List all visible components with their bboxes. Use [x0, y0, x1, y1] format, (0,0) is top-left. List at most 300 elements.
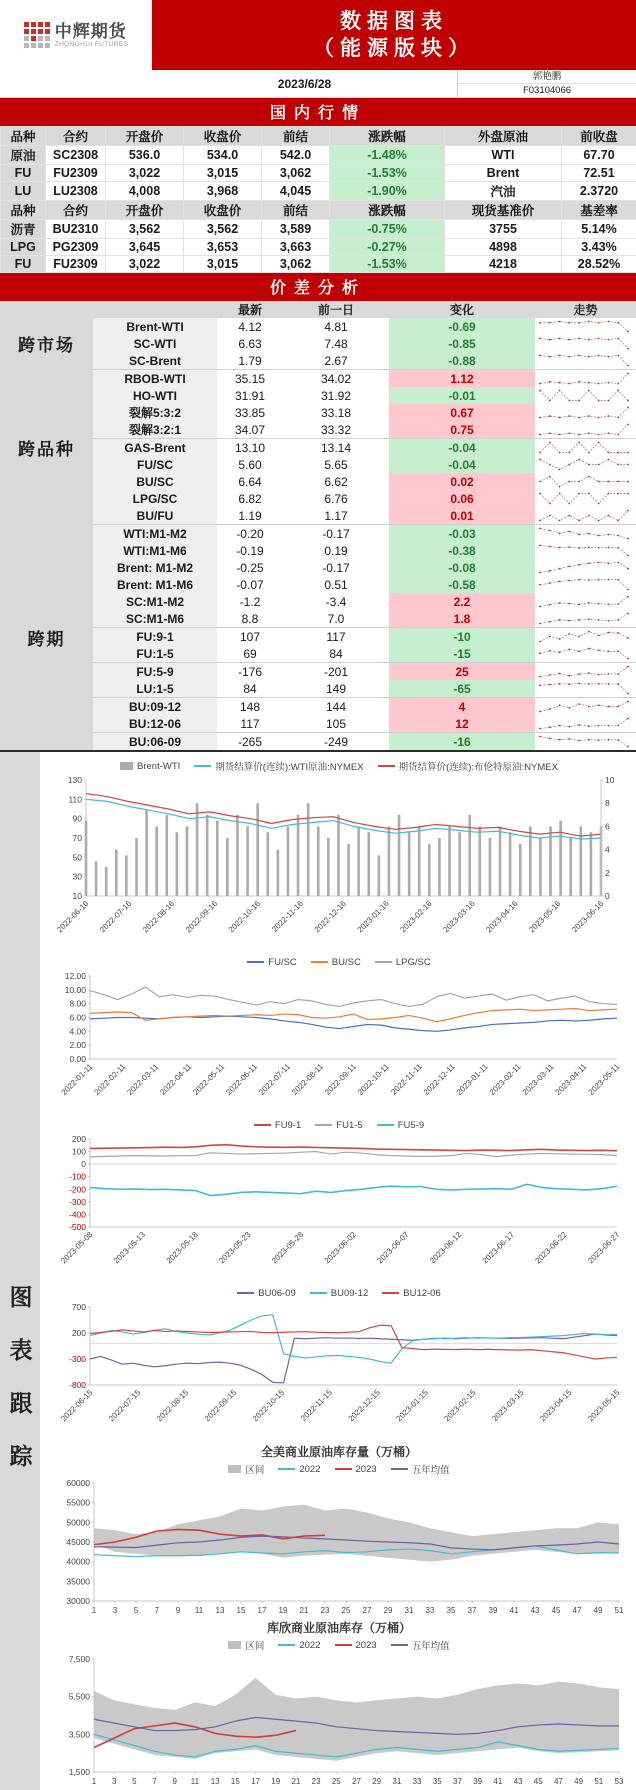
table-row [1, 220, 636, 239]
spread-name: 裂解5:3:2 [93, 404, 217, 421]
legend-item [378, 759, 558, 773]
table-cell: -1.48% [330, 146, 445, 165]
spread-prev: 6.62 [283, 473, 389, 490]
svg-text:2022-11-16: 2022-11-16 [270, 899, 305, 934]
svg-text:2022-09-16: 2022-09-16 [184, 899, 220, 935]
spread-header-prev: 前一日 [283, 301, 389, 318]
legend-label: 2023 [356, 1464, 377, 1475]
spread-latest: 69 [217, 645, 283, 663]
table-cell: Brent [445, 165, 562, 182]
svg-text:700: 700 [72, 1302, 86, 1312]
svg-text:5: 5 [132, 1777, 137, 1786]
svg-text:41: 41 [510, 1606, 519, 1615]
svg-text:11: 11 [195, 1606, 204, 1615]
svg-text:2023-05-16: 2023-05-16 [527, 899, 563, 935]
spread-prev: 117 [283, 628, 389, 646]
spread-change: -0.69 [389, 318, 535, 335]
trend-sparkline-cell [535, 335, 636, 352]
spread-row [0, 473, 636, 490]
legend-label: FU5-9 [398, 1120, 424, 1131]
cushing-crude-inventory-chart-plot [44, 1653, 629, 1788]
svg-text:2022-07-16: 2022-07-16 [98, 899, 134, 935]
spread-row [0, 490, 636, 507]
svg-text:43: 43 [514, 1777, 523, 1786]
svg-text:27: 27 [352, 1777, 361, 1786]
legend-label: 期货结算价(连续):布伦特原油:NYMEX [399, 759, 558, 773]
svg-text:15: 15 [231, 1777, 240, 1786]
svg-text:2023-01-16: 2023-01-16 [356, 899, 392, 935]
svg-text:10: 10 [73, 891, 83, 901]
svg-text:3: 3 [113, 1606, 118, 1615]
trend-sparkline [536, 560, 632, 575]
trend-sparkline-cell [535, 645, 636, 663]
spread-row [0, 352, 636, 370]
legend-line-icon [278, 1644, 295, 1647]
spread-name: WTI:M1-M6 [93, 542, 217, 559]
table-cell: 3,062 [262, 165, 330, 182]
table-row [1, 146, 636, 165]
table-row [1, 256, 636, 273]
section-domestic-title: 国内行情 [0, 98, 636, 126]
legend-line-icon [378, 765, 395, 768]
spread-latest: 8.8 [217, 610, 283, 628]
spread-row [0, 559, 636, 576]
legend-line-icon [311, 961, 328, 964]
svg-text:35: 35 [447, 1606, 456, 1615]
spread-prev: 13.14 [283, 439, 389, 457]
svg-text:53: 53 [615, 1777, 624, 1786]
trend-sparkline [536, 526, 632, 541]
spread-change: -0.85 [389, 335, 535, 352]
svg-text:2023-03-16: 2023-03-16 [441, 899, 477, 935]
svg-text:45: 45 [534, 1777, 543, 1786]
spread-latest: 5.60 [217, 456, 283, 473]
chart-tracking-section [0, 750, 636, 1790]
svg-text:2022-08-11: 2022-08-11 [290, 1062, 325, 1097]
column-header: 涨跌幅 [330, 127, 445, 146]
spread-name: LPG/SC [93, 490, 217, 507]
author-name: 郭艳鹏 [458, 70, 636, 84]
table-cell: -0.27% [330, 239, 445, 256]
svg-text:4.00: 4.00 [69, 1026, 86, 1036]
table-cell: 3,015 [184, 165, 262, 182]
legend-item [194, 759, 363, 773]
table-cell: 汽油 [445, 182, 562, 201]
svg-text:0: 0 [81, 1159, 86, 1169]
spread-latest: 4.12 [217, 318, 283, 335]
column-header: 合约 [46, 201, 106, 220]
spread-name: FU/SC [93, 456, 217, 473]
trend-sparkline [536, 681, 632, 696]
svg-text:55000: 55000 [66, 1498, 90, 1508]
svg-text:15: 15 [237, 1606, 246, 1615]
svg-text:-300: -300 [69, 1197, 86, 1207]
spread-latest: -265 [217, 733, 283, 751]
spread-prev: 33.32 [283, 421, 389, 439]
spread-name: FU:1-5 [93, 645, 217, 663]
company-name: 中辉期货 [55, 23, 129, 41]
svg-text:23: 23 [321, 1606, 330, 1615]
svg-text:47: 47 [554, 1777, 563, 1786]
spread-prev: 7.0 [283, 610, 389, 628]
table-cell: 4,008 [106, 182, 184, 201]
spread-row [0, 525, 636, 543]
spread-latest: 107 [217, 628, 283, 646]
svg-text:2022-11-11: 2022-11-11 [389, 1062, 424, 1097]
spread-latest: -0.07 [217, 576, 283, 593]
spread-prev: 4.81 [283, 318, 389, 335]
table-cell: 4,045 [262, 182, 330, 201]
spread-row [0, 645, 636, 663]
legend-label: FU/SC [268, 957, 297, 968]
svg-text:10: 10 [605, 775, 615, 785]
spread-change: -0.01 [389, 387, 535, 404]
legend-swatch-icon [120, 762, 133, 770]
svg-text:37: 37 [468, 1606, 477, 1615]
fu-calendar-spread-chart [44, 1117, 634, 1283]
spread-latest: 13.10 [217, 439, 283, 457]
legend-line-icon [335, 1468, 352, 1471]
spread-latest: 117 [217, 715, 283, 733]
table-cell: 67.70 [562, 146, 636, 165]
legend-item [278, 1464, 320, 1475]
svg-text:-400: -400 [69, 1209, 86, 1219]
column-header: 外盘原油 [445, 127, 562, 146]
legend-item [335, 1640, 377, 1651]
chart-tracking-label: 图表跟踪 [0, 752, 40, 1790]
svg-text:33: 33 [426, 1606, 435, 1615]
domestic-header-row [1, 201, 636, 220]
spread-latest: 33.85 [217, 404, 283, 421]
column-header: 开盘价 [106, 201, 184, 220]
spread-change: -0.58 [389, 576, 535, 593]
spread-row [0, 335, 636, 352]
report-title-line2: （能源版块） [152, 35, 636, 62]
column-header: 开盘价 [106, 127, 184, 146]
svg-text:9: 9 [173, 1777, 178, 1786]
chart-title: 全美商业原油库存量（万桶） [44, 1443, 634, 1460]
spread-row [0, 542, 636, 559]
trend-sparkline-cell [535, 680, 636, 698]
svg-text:5,500: 5,500 [69, 1692, 91, 1702]
svg-text:8: 8 [605, 798, 610, 808]
spread-row [0, 507, 636, 525]
legend-label: 期货结算价(连续):WTI原油:NYMEX [215, 759, 363, 773]
spread-name: SC:M1-M2 [93, 593, 217, 610]
trend-sparkline-cell [535, 733, 636, 751]
spread-prev: 105 [283, 715, 389, 733]
svg-text:2023-04-11: 2023-04-11 [554, 1062, 589, 1097]
report-author-block [457, 70, 636, 97]
spread-row [0, 610, 636, 628]
table-cell: 72.51 [562, 165, 636, 182]
trend-sparkline-cell [535, 593, 636, 610]
svg-text:2022-05-11: 2022-05-11 [191, 1062, 226, 1097]
spread-header-group [0, 301, 93, 318]
spread-prev: 7.48 [283, 335, 389, 352]
svg-text:2022-08-16: 2022-08-16 [141, 899, 177, 935]
spread-name: BU/SC [93, 473, 217, 490]
svg-text:2023-06-17: 2023-06-17 [481, 1230, 517, 1266]
legend-label: BU06-09 [258, 1288, 296, 1299]
spread-name: BU:06-09 [93, 733, 217, 751]
table-cell: 3,062 [262, 256, 330, 273]
legend-item [247, 957, 297, 968]
table-cell: FU2309 [46, 256, 106, 273]
spread-latest: 148 [217, 698, 283, 716]
svg-text:2022-09-15: 2022-09-15 [203, 1388, 239, 1424]
table-cell: 4898 [445, 239, 562, 256]
svg-text:2023-02-16: 2023-02-16 [398, 899, 434, 935]
table-cell: 3,562 [184, 220, 262, 239]
trend-sparkline-cell [535, 370, 636, 388]
svg-text:8.00: 8.00 [69, 999, 86, 1009]
legend-line-icon [375, 961, 392, 964]
table-cell: 3,589 [262, 220, 330, 239]
table-cell: 3,562 [106, 220, 184, 239]
spread-name: WTI:M1-M2 [93, 525, 217, 543]
spread-name: Brent: M1-M2 [93, 559, 217, 576]
spread-latest: -0.20 [217, 525, 283, 543]
table-row [1, 182, 636, 201]
svg-text:39: 39 [489, 1606, 498, 1615]
spread-name: BU:12-06 [93, 715, 217, 733]
svg-text:2022-02-11: 2022-02-11 [92, 1062, 127, 1097]
legend-line-icon [247, 961, 264, 964]
table-cell: -0.75% [330, 220, 445, 239]
report-date: 2023/6/28 [152, 70, 457, 97]
spread-change: 0.67 [389, 404, 535, 421]
meta-spacer [0, 70, 152, 97]
svg-text:27: 27 [363, 1606, 372, 1615]
table-cell: 原油 [1, 146, 46, 165]
legend-label: Brent-WTI [137, 761, 180, 772]
spread-change: -0.38 [389, 542, 535, 559]
spread-name: BU/FU [93, 507, 217, 525]
spread-change: -0.08 [389, 559, 535, 576]
svg-text:49: 49 [574, 1777, 583, 1786]
spread-row [0, 593, 636, 610]
svg-text:2023-02-15: 2023-02-15 [442, 1388, 478, 1424]
svg-text:43: 43 [531, 1606, 540, 1615]
table-cell: 3,022 [106, 165, 184, 182]
spread-latest: 6.63 [217, 335, 283, 352]
trend-sparkline [536, 629, 632, 644]
svg-text:2023-06-22: 2023-06-22 [533, 1230, 569, 1266]
trend-sparkline [536, 543, 632, 558]
table-cell: 沥青 [1, 220, 46, 239]
svg-text:90: 90 [73, 814, 83, 824]
svg-text:39: 39 [473, 1777, 482, 1786]
ratio-to-sc-chart-plot [44, 970, 629, 1115]
spread-prev: -0.17 [283, 525, 389, 543]
report-title-banner [152, 0, 636, 70]
svg-text:2023-01-15: 2023-01-15 [394, 1388, 430, 1424]
spread-latest: 1.19 [217, 507, 283, 525]
column-header: 涨跌幅 [330, 201, 445, 220]
svg-text:2022-09-11: 2022-09-11 [323, 1062, 358, 1097]
svg-text:2023-06-02: 2023-06-02 [323, 1230, 359, 1266]
table-cell: -1.53% [330, 256, 445, 273]
spread-prev: 0.19 [283, 542, 389, 559]
table-row [1, 165, 636, 182]
spread-latest: 6.64 [217, 473, 283, 490]
svg-text:-100: -100 [69, 1172, 86, 1182]
cushing-crude-inventory-chart [44, 1619, 634, 1788]
trend-sparkline [536, 336, 632, 351]
spread-row [0, 456, 636, 473]
svg-text:2022-11-15: 2022-11-15 [299, 1388, 334, 1423]
svg-text:31: 31 [405, 1606, 414, 1615]
legend-line-icon [278, 1468, 295, 1471]
svg-text:7: 7 [152, 1777, 157, 1786]
legend-item [377, 1120, 424, 1131]
spread-name: FU:5-9 [93, 663, 217, 681]
svg-text:2022-12-15: 2022-12-15 [347, 1388, 383, 1424]
spread-row [0, 628, 636, 646]
trend-sparkline-cell [535, 542, 636, 559]
spread-name: GAS-Brent [93, 439, 217, 457]
spread-name: 裂解3:2:1 [93, 421, 217, 439]
trend-sparkline [536, 457, 632, 472]
table-cell: LU [1, 182, 46, 201]
legend-label: 区间 [245, 1638, 264, 1652]
spread-name: SC-Brent [93, 352, 217, 370]
svg-text:47: 47 [573, 1606, 582, 1615]
spread-latest: 6.82 [217, 490, 283, 507]
legend-label: BU12-06 [403, 1288, 441, 1299]
svg-text:2023-05-18: 2023-05-18 [165, 1230, 201, 1266]
spread-change: -10 [389, 628, 535, 646]
logo-grid-icon [24, 22, 50, 48]
spread-table-body [0, 301, 636, 750]
trend-sparkline-cell [535, 715, 636, 733]
report-header [0, 0, 636, 70]
column-header: 现货基准价 [445, 201, 562, 220]
table-cell: 542.0 [262, 146, 330, 165]
svg-text:7: 7 [155, 1606, 160, 1615]
report-title-line1: 数据图表 [152, 8, 636, 35]
spread-change: 4 [389, 698, 535, 716]
trend-sparkline [536, 508, 632, 523]
spread-name: Brent-WTI [93, 318, 217, 335]
legend-item [315, 1120, 362, 1131]
svg-text:40000: 40000 [66, 1557, 90, 1567]
spread-row [0, 715, 636, 733]
svg-text:200: 200 [72, 1328, 86, 1338]
svg-text:29: 29 [384, 1606, 393, 1615]
legend-line-icon [391, 1644, 408, 1647]
spread-prev: 1.17 [283, 507, 389, 525]
trend-sparkline [536, 422, 632, 437]
table-cell: 28.52% [562, 256, 636, 273]
svg-text:51: 51 [615, 1606, 624, 1615]
table-cell: 3,645 [106, 239, 184, 256]
svg-text:3,500: 3,500 [69, 1729, 91, 1739]
legend-line-icon [377, 1124, 394, 1127]
trend-sparkline [536, 353, 632, 368]
legend-label: FU9-1 [275, 1120, 301, 1131]
spread-change: -0.04 [389, 439, 535, 457]
spread-row [0, 370, 636, 388]
svg-text:2022-08-15: 2022-08-15 [155, 1388, 191, 1424]
brent-wti-nymex-chart-plot [44, 774, 629, 952]
legend-label: 五年均值 [412, 1462, 450, 1476]
bu-calendar-spread-chart-plot [44, 1301, 629, 1441]
legend-label: 五年均值 [412, 1638, 450, 1652]
svg-text:2023-05-08: 2023-05-08 [59, 1230, 95, 1266]
table-cell: 2.3720 [562, 182, 636, 201]
svg-text:11: 11 [191, 1777, 200, 1786]
spread-latest: 34.07 [217, 421, 283, 439]
spread-change: -65 [389, 680, 535, 698]
spread-prev: -3.4 [283, 593, 389, 610]
svg-text:2.00: 2.00 [69, 1040, 86, 1050]
svg-text:50: 50 [73, 852, 83, 862]
legend-swatch-icon [228, 1641, 241, 1649]
column-header: 前结 [262, 201, 330, 220]
spread-row [0, 387, 636, 404]
svg-text:6.00: 6.00 [69, 1013, 86, 1023]
svg-text:30: 30 [73, 872, 83, 882]
trend-sparkline [536, 474, 632, 489]
spread-row [0, 680, 636, 698]
column-header: 收盘价 [184, 127, 262, 146]
spread-row [0, 733, 636, 751]
chart-legend [44, 1461, 634, 1477]
svg-text:2023-05-11: 2023-05-11 [587, 1062, 622, 1097]
table-cell: -1.53% [330, 165, 445, 182]
svg-text:2022-10-15: 2022-10-15 [251, 1388, 287, 1424]
table-cell: LU2308 [46, 182, 106, 201]
svg-text:2022-10-16: 2022-10-16 [227, 899, 263, 935]
spread-name: SC:M1-M6 [93, 610, 217, 628]
trend-sparkline [536, 594, 632, 609]
svg-text:2022-01-11: 2022-01-11 [60, 1062, 95, 1097]
chart-legend [44, 1285, 634, 1301]
spread-change: -0.03 [389, 525, 535, 543]
svg-text:0.00: 0.00 [69, 1054, 86, 1064]
spread-change: 1.12 [389, 370, 535, 388]
trend-sparkline [536, 491, 632, 506]
trend-sparkline [536, 664, 632, 679]
legend-label: 2022 [299, 1640, 320, 1651]
spread-latest: -0.25 [217, 559, 283, 576]
spread-header-latest: 最新 [217, 301, 283, 318]
table-cell: 3,653 [184, 239, 262, 256]
trend-sparkline [536, 440, 632, 455]
company-name-en: ZHONGHUI FUTURES [55, 41, 129, 48]
spread-latest: 1.79 [217, 352, 283, 370]
legend-line-icon [194, 765, 211, 768]
legend-item [391, 1462, 450, 1476]
spread-prev: 84 [283, 645, 389, 663]
table-cell: 3755 [445, 220, 562, 239]
spread-prev: 0.51 [283, 576, 389, 593]
trend-sparkline [536, 716, 632, 731]
spread-name: FU:9-1 [93, 628, 217, 646]
svg-text:1: 1 [92, 1606, 97, 1615]
legend-line-icon [382, 1292, 399, 1295]
chart-legend [44, 758, 634, 774]
svg-text:4: 4 [605, 845, 610, 855]
brent-wti-nymex-chart [44, 758, 634, 952]
domestic-table [0, 126, 636, 273]
column-header: 合约 [46, 127, 106, 146]
legend-line-icon [254, 1124, 271, 1127]
spread-change: 0.01 [389, 507, 535, 525]
svg-text:2022-04-11: 2022-04-11 [158, 1062, 193, 1097]
